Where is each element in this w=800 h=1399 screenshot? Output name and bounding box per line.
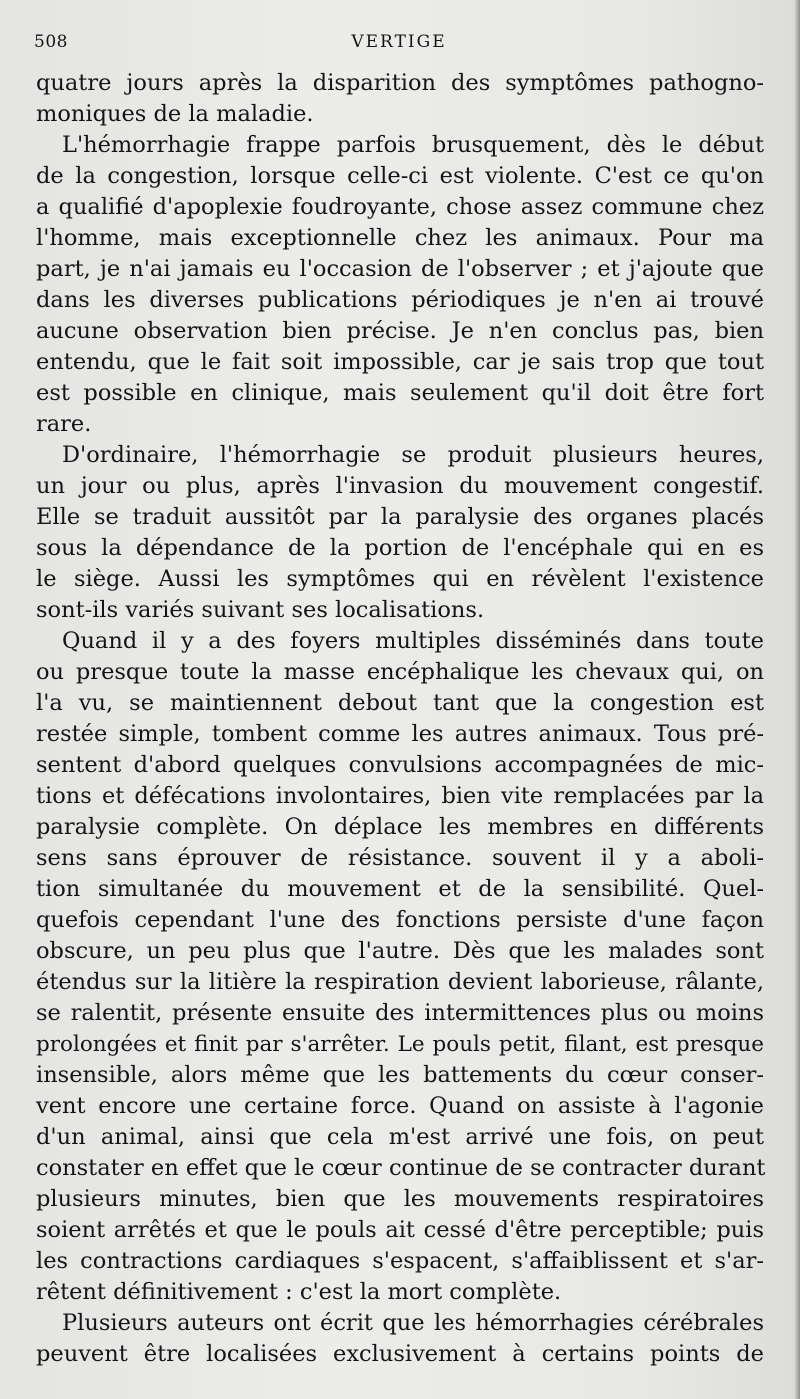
text-line: ou presque toute la masse encéphalique les chevaux qui, on xyxy=(36,659,764,685)
text-line: prolongées et finit par s'arrêter. Le pouls petit, filant, est presque xyxy=(36,1032,764,1057)
text-line: L'hémorrhagie frappe parfois brusquement, dès le début xyxy=(62,132,764,158)
text-line: se ralentit, présente ensuite des intermittences plus ou moins xyxy=(36,1000,764,1026)
text-line: insensible, alors même que les battements du cœur conser- xyxy=(36,1062,764,1088)
text-line: sont-ils variés suivant ses localisations. xyxy=(36,597,485,623)
text-line: paralysie complète. On déplace les membres en différents xyxy=(36,814,764,840)
text-line: dans les diverses publications périodiques je n'en ai trouvé xyxy=(36,287,764,313)
text-line: rêtent définitivement : c'est la mort complète. xyxy=(36,1279,562,1305)
text-line: soient arrêtés et que le pouls ait cessé d'être perceptible; puis xyxy=(36,1217,764,1243)
text-line: peuvent être localisées exclusivement à certains points de xyxy=(36,1341,764,1367)
body-text xyxy=(36,68,764,1370)
text-line: rare. xyxy=(36,411,92,437)
text-line: sentent d'abord quelques convulsions accompagnées de mic- xyxy=(36,752,764,778)
text-line: Quand il y a des foyers multiples disséminés dans toute xyxy=(62,628,764,654)
text-line: de la congestion, lorsque celle-ci est violente. C'est ce qu'on xyxy=(36,163,764,189)
text-line: moniques de la maladie. xyxy=(36,101,314,127)
text-line: plusieurs minutes, bien que les mouvements respiratoires xyxy=(36,1186,764,1212)
text-line: vent encore une certaine force. Quand on assiste à l'agonie xyxy=(36,1093,764,1119)
text-line: a qualifié d'apoplexie foudroyante, chose assez commune chez xyxy=(36,194,764,220)
page-edge-shadow xyxy=(794,0,800,1399)
text-line: sens sans éprouver de résistance. souvent il y a aboli- xyxy=(36,845,764,871)
text-line: aucune observation bien précise. Je n'en conclus pas, bien xyxy=(36,318,764,344)
text-line: D'ordinaire, l'hémorrhagie se produit plusieurs heures, xyxy=(62,442,764,468)
running-head: VERTIGE xyxy=(351,32,447,52)
text-line: restée simple, tombent comme les autres animaux. Tous pré- xyxy=(36,721,764,747)
text-line: tion simultanée du mouvement et de la sensibilité. Quel- xyxy=(36,876,764,902)
page-header xyxy=(34,30,764,60)
text-line: le siège. Aussi les symptômes qui en révèlent l'existence xyxy=(36,566,764,592)
text-line: obscure, un peu plus que l'autre. Dès que les malades sont xyxy=(36,938,764,964)
text-line: l'a vu, se maintiennent debout tant que la congestion est xyxy=(36,690,764,716)
text-line: l'homme, mais exceptionnelle chez les animaux. Pour ma xyxy=(36,225,764,251)
text-line: étendus sur la litière la respiration devient laborieuse, râlante, xyxy=(36,969,764,995)
text-line: les contractions cardiaques s'espacent, s'affaiblissent et s'ar- xyxy=(36,1248,764,1274)
text-line: quefois cependant l'une des fonctions persiste d'une façon xyxy=(36,907,764,933)
text-line: un jour ou plus, après l'invasion du mouvement congestif. xyxy=(36,473,764,499)
text-line: sous la dépendance de la portion de l'encéphale qui en es xyxy=(36,535,764,561)
page-number: 508 xyxy=(34,32,68,52)
text-line: quatre jours après la disparition des symptômes pathogno- xyxy=(36,70,764,96)
text-line: tions et défécations involontaires, bien vite remplacées par la xyxy=(36,783,764,809)
text-line: entendu, que le fait soit impossible, car je sais trop que tout xyxy=(36,349,764,375)
text-line: Elle se traduit aussitôt par la paralysie des organes placés xyxy=(36,504,764,530)
text-line: d'un animal, ainsi que cela m'est arrivé une fois, on peut xyxy=(36,1124,764,1150)
text-line: est possible en clinique, mais seulement qu'il doit être fort xyxy=(36,380,764,406)
text-line: constater en effet que le cœur continue de se contracter durant xyxy=(36,1155,766,1181)
text-line: Plusieurs auteurs ont écrit que les hémorrhagies cérébrales xyxy=(62,1310,764,1336)
text-line: part, je n'ai jamais eu l'occasion de l'observer ; et j'ajoute que xyxy=(36,256,764,282)
